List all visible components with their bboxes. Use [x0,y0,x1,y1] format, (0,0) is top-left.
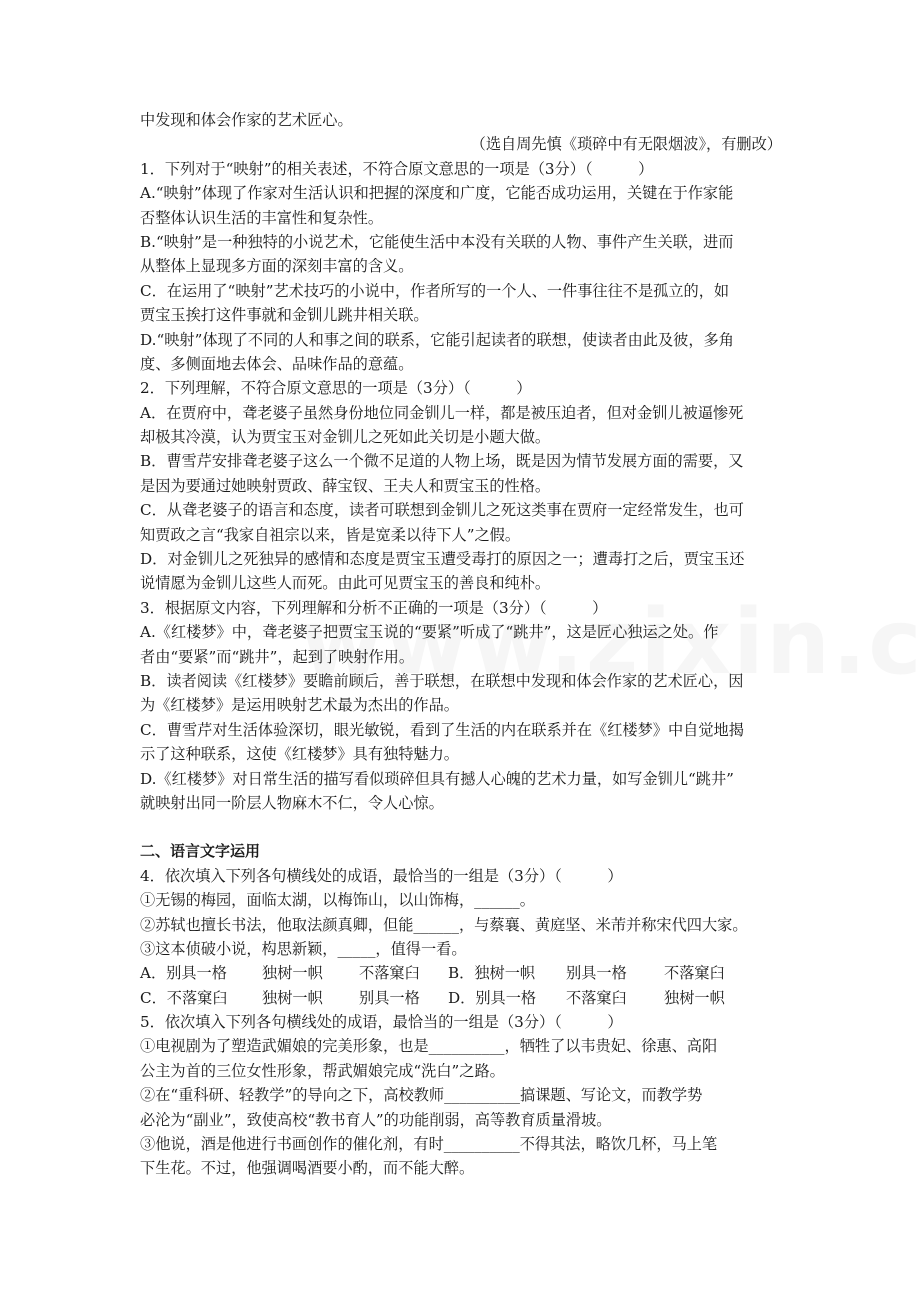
question-1-option-d: D.“映射”体现了不同的人和事之间的联系，它能引起读者的联想，使读者由此及彼，多角 [140,330,734,349]
question-2-option-d: D．对金钏儿之死独异的感情和态度是贾宝玉遭受毒打的原因之一；遭毒打之后，贾宝玉还 [140,550,745,569]
question-3-option-c: C．曹雪芹对生活体验深切，眼光敏锐，看到了生活的内在联系并在《红楼梦》中自觉地揭 [140,720,744,739]
question-1-stem: 1．下列对于“映射”的相关表述，不符合原文意思的一项是（3分）（ ） [140,159,654,178]
option-b-word-3: 不落窠臼 [664,964,725,983]
option-c-word-2: 独树一帜 [262,988,323,1007]
question-5-sentence-2: ②在“重科研、轻教学”的导向之下，高校教师__________搞课题、写论文，而教学势 [140,1086,703,1105]
option-c-word-3: 别具一格 [359,988,420,1007]
question-2-option-a-cont: 却极其冷漠，认为贾宝玉对金钏儿之死如此关切是小题大做。 [140,428,551,447]
question-3-option-d-cont: 就映射出同一阶层人物麻木不仁，令人心惊。 [140,793,444,812]
question-1-option-a-cont: 否整体认识生活的丰富性和复杂性。 [140,208,383,227]
question-3-option-b: B．读者阅读《红楼梦》要瞻前顾后，善于联想，在联想中发现和体会作家的艺术匠心，因 [140,671,744,690]
option-a-word-3: 不落窠臼 [359,964,420,983]
question-5-sentence-3-cont: 下生花。不过，他强调喝酒要小酌，而不能大醉。 [140,1159,475,1178]
question-5-sentence-3: ③他说，酒是他进行书画创作的催化剂，有时__________不得其法，略饮几杯，马上笔 [140,1135,718,1154]
question-5 [140,1010,790,1181]
option-a-word-1: A．别具一格 [140,964,227,983]
option-b-word-1: B．独树一帜 [448,964,536,983]
option-d-word-1: D．别具一格 [448,988,537,1007]
question-1-option-a: A.“映射”体现了作家对生活认识和把握的深度和广度，它能否成功运用，关键在于作家能 [140,184,734,203]
question-1-option-c: C．在运用了“映射”艺术技巧的小说中，作者所写的一个人、一件事往往不是孤立的，如 [140,281,730,300]
question-5-stem: 5．依次填入下列各句横线处的成语，最恰当的一组是（3分）（ ） [140,1013,623,1032]
option-c-word-1: C．不落窠臼 [140,988,228,1007]
question-5-sentence-1: ①电视剧为了塑造武媚娘的完美形象，也是__________，牺牲了以韦贵妃、徐惠、高阳 [140,1037,718,1056]
question-2-stem: 2．下列理解，不符合原文意思的一项是（3分）（ ） [140,379,532,398]
question-3-option-a-cont: 者由“要紧”而“跳井”，起到了映射作用。 [140,647,415,666]
question-2-option-c-cont: 知贾政之言“我家自祖宗以来，皆是宽柔以待下人”之假。 [140,525,521,544]
option-a-word-2: 独树一帜 [262,964,323,983]
question-1-option-b: B.“映射”是一种独特的小说艺术，它能使生活中本没有关联的人物、事件产生关联，进而 [140,232,734,251]
question-2-option-a: A．在贾府中，聋老婆子虽然身份地位同金钏儿一样，都是被压迫者，但对金钏儿被逼惨死 [140,403,744,422]
question-5-sentence-2-cont: 必沦为“副业”，致使高校“教书育人”的功能削弱，高等教育质量滑坡。 [140,1110,612,1129]
question-2-option-b-cont: 是因为要通过她映射贾政、薛宝钗、王夫人和贾宝玉的性格。 [140,476,551,495]
question-1-option-c-cont: 贾宝玉挨打这件事就和金钏儿跳井相关联。 [140,306,429,325]
question-2-option-d-cont: 说情愿为金钏儿这些人而死。由此可见贾宝玉的善良和纯朴。 [140,574,551,593]
question-4-sentence-3: ③这本侦破小说，构思新颖，_____，值得一看。 [140,939,467,958]
section-spacer [140,815,790,839]
document-page [140,108,790,1181]
option-b-word-2: 别具一格 [566,964,627,983]
question-2-option-c: C．从聋老婆子的语言和态度，读者可联想到金钏儿之死这类事在贾府一定经常发生，也可 [140,501,744,520]
question-3-option-b-cont: 为《红楼梦》是运用映射艺术最为杰出的作品。 [140,696,459,715]
question-1 [140,157,790,377]
question-4-stem: 4．依次填入下列各句横线处的成语，最恰当的一组是（3分）（ ） [140,866,623,885]
question-4-sentence-2: ②苏轼也擅长书法，他取法颜真卿，但能______，与蔡襄、黄庭坚、米芾并称宋代四大家。 [140,915,748,934]
question-3-option-c-cont: 示了这种联系，这使《红楼梦》具有独特魅力。 [140,745,459,764]
question-2 [140,376,790,596]
question-4-options-row-1 [140,961,790,985]
question-1-option-d-cont: 度、多侧面地去体会、品味作品的意蕴。 [140,354,414,373]
passage-source: （选自周先慎《琐碎中有无限烟波》，有删改） [470,135,782,154]
question-4-options-row-2 [140,986,790,1010]
question-3-stem: 3．根据原文内容，下列理解和分析不正确的一项是（3分）（ ） [140,598,608,617]
option-d-word-2: 不落窠臼 [566,988,627,1007]
question-3-option-a: A.《红楼梦》中，聋老婆子把贾宝玉说的“要紧”听成了“跳井”，这是匠心独运之处。作 [140,623,719,642]
question-2-option-b: B．曹雪芹安排聋老婆子这么一个微不足道的人物上场，既是因为情节发展方面的需要，又 [140,452,744,471]
option-d-word-3: 独树一帜 [664,988,725,1007]
question-3 [140,596,790,816]
question-3-option-d: D.《红楼梦》对日常生活的描写看似琐碎但具有撼人心魄的艺术力量，如写金钏儿“跳井” [140,769,734,788]
question-4-sentence-1: ①无锡的梅园，面临太湖，以梅饰山，以山饰梅，______。 [140,891,535,910]
question-4 [140,864,790,1010]
question-1-option-b-cont: 从整体上显现多方面的深刻丰富的含义。 [140,257,414,276]
section-2-heading: 二、语言文字运用 [140,842,261,861]
question-5-sentence-1-cont: 公主为首的三位女性形象，帮武媚娘完成“洗白”之路。 [140,1061,505,1080]
passage-closing-line: 中发现和体会作家的艺术匠心。 [140,111,353,129]
